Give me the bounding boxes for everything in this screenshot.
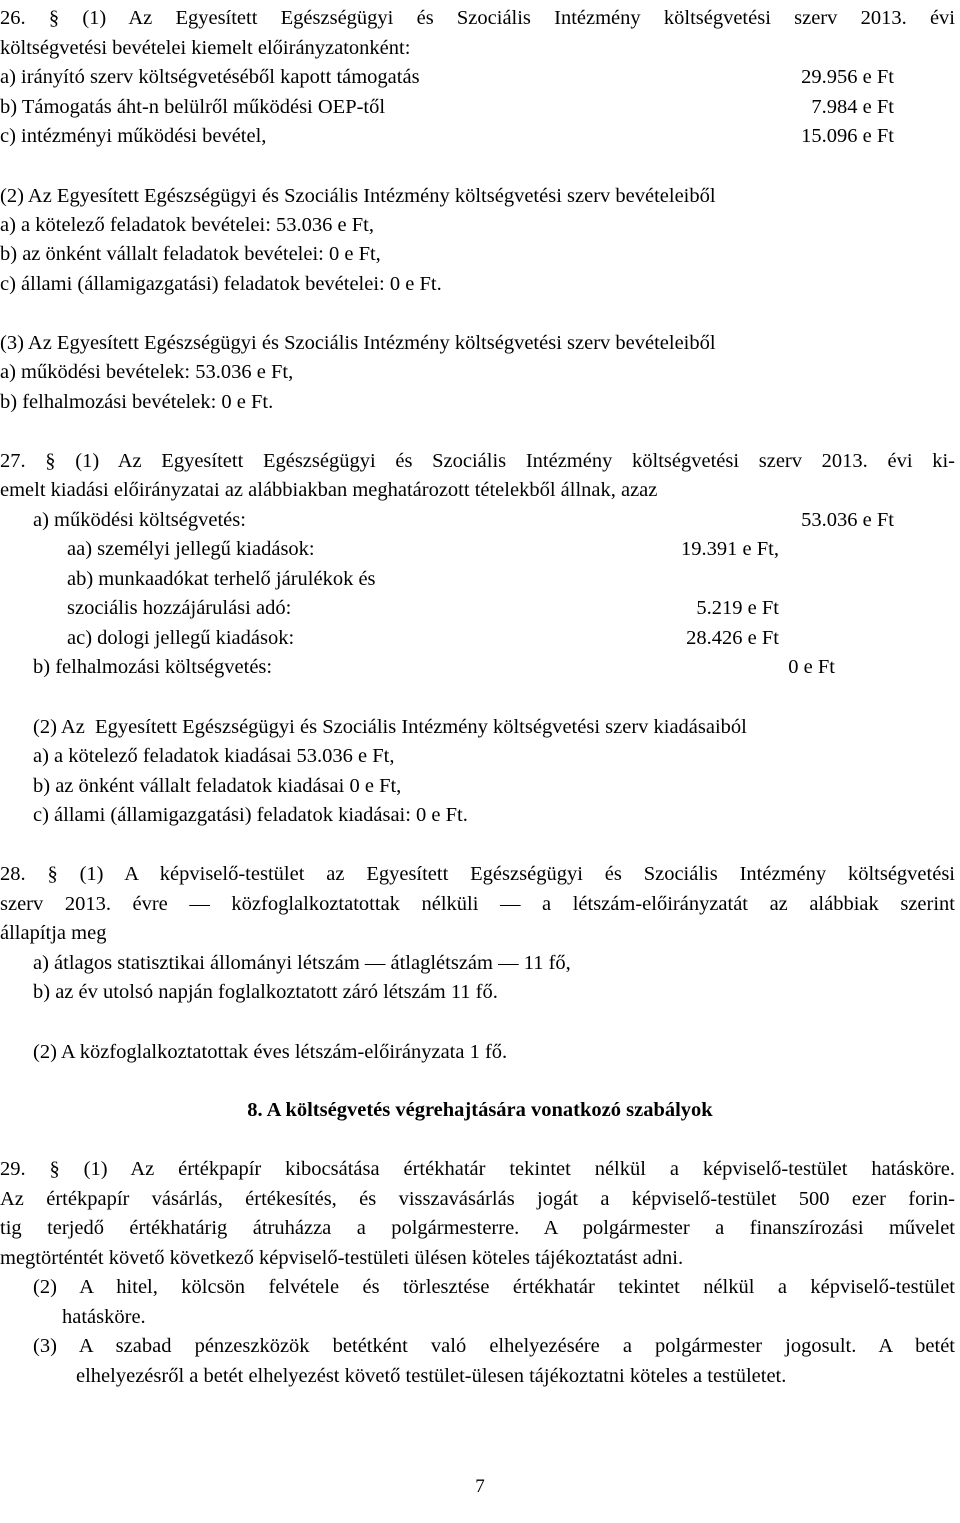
s27-item-aa-amount: 19.391 e Ft, [681, 538, 779, 560]
s28-item-a: a) átlagos statisztikai állományi létszám — átlaglétszám — 11 fő, [33, 952, 571, 974]
s27-item-ac-amount: 28.426 e Ft [686, 627, 779, 649]
s26-para2-intro: (2) Az Egyesített Egészségügyi és Szociális Intézmény költségvetési szerv bevételeiből [0, 185, 716, 207]
s26-para1-line2: költségvetési bevételei kiemelt előirányzatonként: [0, 37, 411, 59]
s27-item-a-label: a) működési költségvetés: [33, 509, 246, 531]
s26-para2-item-c: c) állami (államigazgatási) feladatok bevételei: 0 e Ft. [0, 273, 442, 295]
s27-para1-line1: 27. § (1) Az Egyesített Egészségügyi és Szociális Intézmény költségvetési szerv 2013. évi ki- [0, 450, 955, 472]
s27-item-b-amount: 0 e Ft [788, 656, 835, 678]
s29-line8: elhelyezésről a betét elhelyezést követő testület-ülesen tájékoztatni köteles a testületet. [76, 1365, 787, 1387]
s27-item-aa-label: aa) személyi jellegű kiadások: [67, 538, 315, 560]
s27-item-a-amount: 53.036 e Ft [801, 509, 894, 531]
section-heading: 8. A költségvetés végrehajtására vonatkozó szabályok [247, 1099, 713, 1121]
s26-item-c-label: c) intézményi működési bevétel, [0, 125, 267, 147]
s27-item-ab-label-1: ab) munkaadókat terhelő járulékok és [67, 568, 376, 590]
s29-line3: tig terjedő értékhatárig átruházza a polgármesterre. A polgármester a finanszírozási művelet [0, 1217, 955, 1239]
s28-para2: (2) A közfoglalkoztatottak éves létszám-előirányzata 1 fő. [33, 1041, 508, 1063]
s26-item-a-amount: 29.956 e Ft [801, 66, 894, 88]
s27-para2-intro: (2) Az Egyesített Egészségügyi és Szociális Intézmény költségvetési szerv kiadásaiból [33, 716, 747, 738]
s27-item-ac-label: ac) dologi jellegű kiadások: [67, 627, 295, 649]
s26-para2-item-a: a) a kötelező feladatok bevételei: 53.036 e Ft, [0, 214, 374, 236]
s26-item-a-label: a) irányító szerv költségvetéséből kapott támogatás [0, 66, 420, 88]
s27-para1-line2: emelt kiadási előirányzatai az alábbiakban meghatározott tételekből állnak, azaz [0, 479, 658, 501]
s27-item-ab-label-2: szociális hozzájárulási adó: [67, 597, 292, 619]
s27-para2-item-b: b) az önként vállalt feladatok kiadásai 0 e Ft, [33, 775, 402, 797]
s29-line4: megtörténtét követő következő képviselő-testületi ülésen köteles tájékoztatást adni. [0, 1247, 684, 1269]
s28-item-b: b) az év utolsó napján foglalkoztatott záró létszám 11 fő. [33, 981, 498, 1003]
s26-para1-line1: 26. § (1) Az Egyesített Egészségügyi és Szociális Intézmény költségvetési szerv 2013. évi [0, 7, 955, 29]
s26-para2-item-b: b) az önként vállalt feladatok bevételei: 0 e Ft, [0, 243, 381, 265]
s28-para1-line1: 28. § (1) A képviselő-testület az Egyesített Egészségügyi és Szociális Intézmény költségvetési [0, 863, 955, 885]
s27-para2-item-c: c) állami (államigazgatási) feladatok kiadásai: 0 e Ft. [33, 804, 468, 826]
s27-para2-item-a: a) a kötelező feladatok kiadásai 53.036 e Ft, [33, 745, 395, 767]
s27-item-ab-amount: 5.219 e Ft [696, 597, 779, 619]
s29-line6: hatásköre. [62, 1306, 146, 1328]
s29-line1: 29. § (1) Az értékpapír kibocsátása értékhatár tekintet nélkül a képviselő-testület hatásköre. [0, 1158, 955, 1180]
s26-item-c-amount: 15.096 e Ft [801, 125, 894, 147]
s26-item-b-label: b) Támogatás áht-n belülről működési OEP-től [0, 96, 386, 118]
page-number: 7 [475, 1476, 485, 1497]
s28-para1-line2: szerv 2013. évre — közfoglalkoztatottak nélküli — a létszám-előirányzatát az alábbiak szerint [0, 893, 955, 915]
s28-para1-line3: állapítja meg [0, 922, 107, 944]
s26-para3-intro: (3) Az Egyesített Egészségügyi és Szociális Intézmény költségvetési szerv bevételeiből [0, 332, 716, 354]
s26-para3-item-b: b) felhalmozási bevételek: 0 e Ft. [0, 391, 274, 413]
s29-line7: (3) A szabad pénzeszközök betétként való elhelyezésére a polgármester jogosult. A betét [33, 1335, 955, 1357]
s29-line5: (2) A hitel, kölcsön felvétele és törlesztése értékhatár tekintet nélkül a képviselő-testület [33, 1276, 955, 1298]
s26-item-b-amount: 7.984 e Ft [811, 96, 894, 118]
s27-item-b-label: b) felhalmozási költségvetés: [33, 656, 273, 678]
s26-para3-item-a: a) működési bevételek: 53.036 e Ft, [0, 361, 294, 383]
s29-line2: Az értékpapír vásárlás, értékesítés, és visszavásárlás jogát a képviselő-testület 500 ezer forin- [0, 1188, 955, 1210]
